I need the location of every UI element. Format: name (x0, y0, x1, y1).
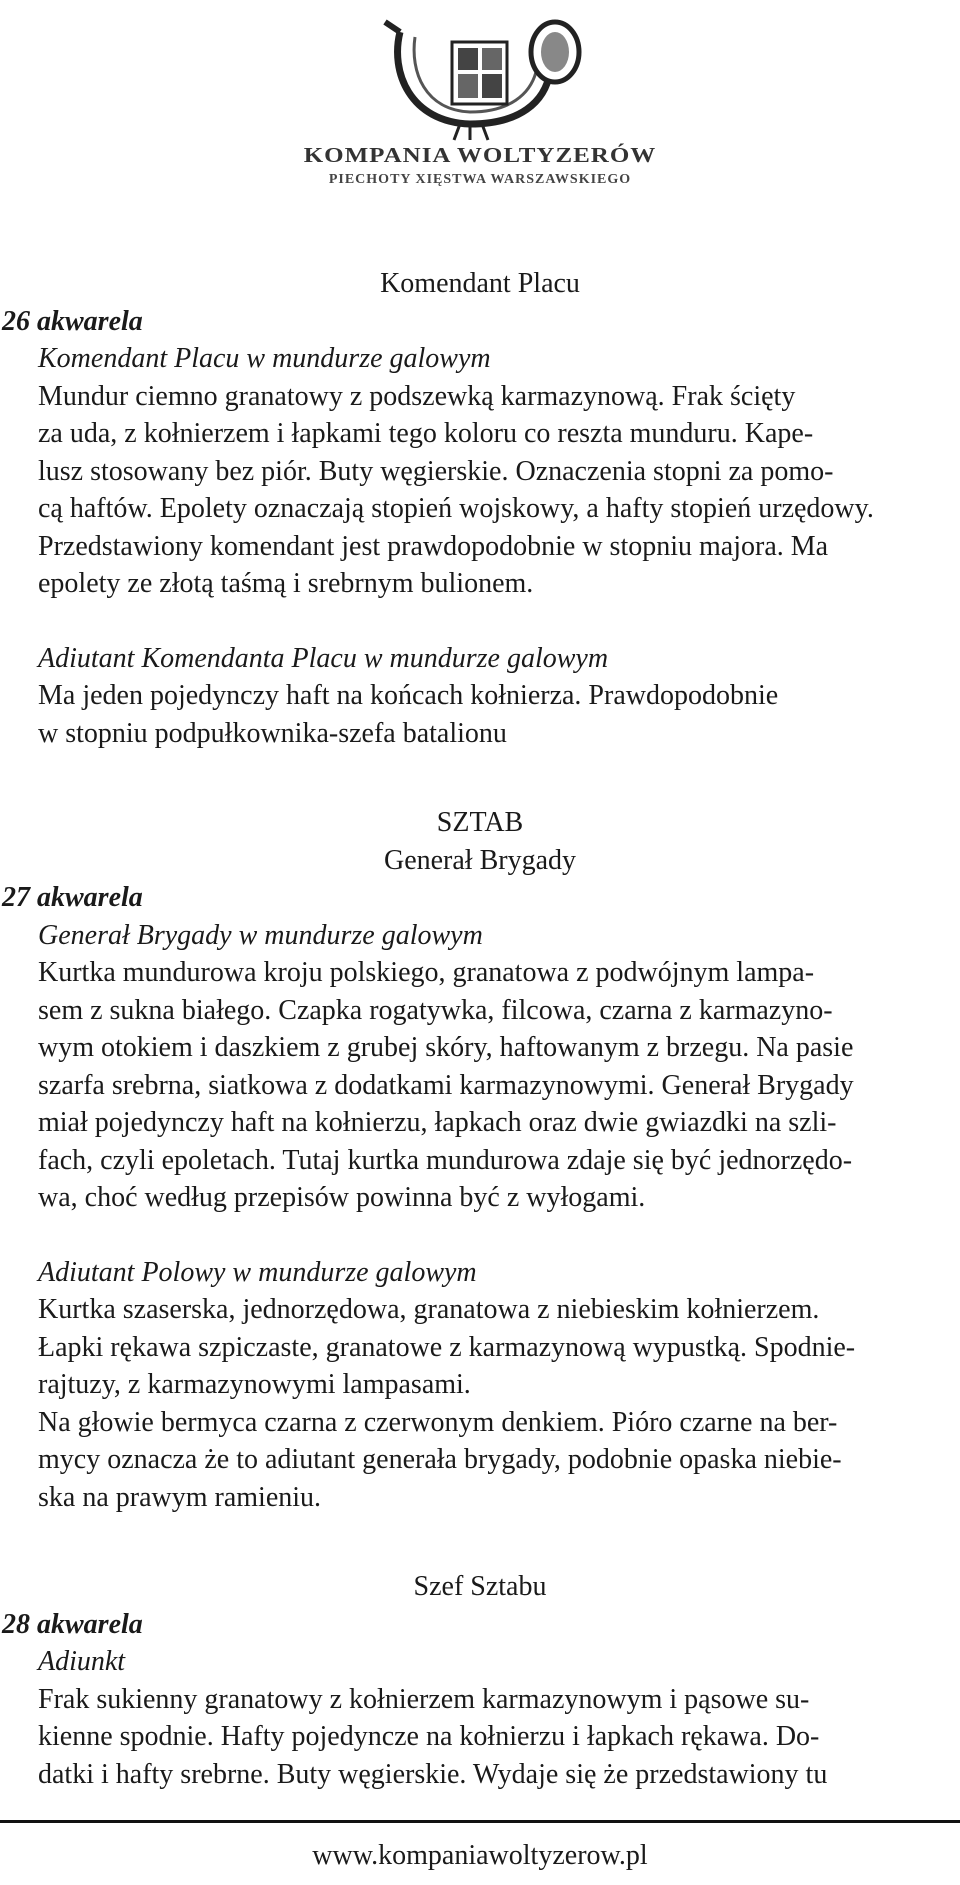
text-line: Na głowie bermyca czarna z czerwonym denkiem. Pióro czarne na ber- (38, 1406, 838, 1438)
section-heading: SZTAB (436, 807, 524, 838)
text-line: fach, czyli epoletach. Tutaj kurtka mundurowa zdaje się być jednorzędo- (38, 1144, 853, 1176)
text-line: epolety ze złotą taśmą i srebrnym bulionem. (38, 568, 534, 599)
text-line: Łapki rękawa szpiczaste, granatowe z karmazynową wypustką. Spodnie- (38, 1331, 856, 1363)
paragraph (0, 378, 960, 603)
text-line: wa, choć według przepisów powinna być z wyłogami. (38, 1182, 646, 1213)
text-line: wym otokiem i daszkiem z grubej skóry, haftowanym z brzegu. Na pasie (38, 1032, 854, 1063)
figure-title: Komendant Placu w mundurze galowym (38, 343, 491, 374)
plate-number: 26 akwarela (2, 305, 143, 337)
logo-title: KOMPANIA WOLTYZERÓW (303, 144, 657, 168)
text-line: datki i hafty srebrne. Buty węgierskie. Wydaje się że przedstawiony tu (38, 1758, 828, 1790)
text-line: rajtuzy, z karmazynowymi lampasami. (38, 1369, 471, 1400)
figure-title: Adiutant Polowy w mundurze galowym (38, 1256, 477, 1288)
text-line: ska na prawym ramieniu. (38, 1481, 322, 1513)
text-line: cą haftów. Epolety oznaczają stopień wojskowy, a hafty stopień urzędowy. (38, 493, 874, 524)
text-line: miał pojedynczy haft na kołnierzu, łapkach oraz dwie gwiazdki na szli- (38, 1107, 837, 1138)
text-line: szarfa srebrna, siatkowa z dodatkami karmazynowymi. Generał Brygady (38, 1069, 854, 1101)
text-line: Kurtka szaserska, jednorzędowa, granatowa z niebieskim kołnierzem. (38, 1294, 820, 1325)
paragraph (0, 1291, 960, 1516)
document-body (0, 265, 960, 1793)
section-heading: Szef Sztabu (413, 1571, 547, 1602)
paragraph (0, 1681, 960, 1794)
text-line: za uda, z kołnierzem i łapkami tego koloru co reszta munduru. Kape- (38, 418, 814, 449)
section-heading: Generał Brygady (383, 844, 577, 876)
footer-divider (0, 1820, 960, 1823)
text-line: Kurtka mundurowa kroju polskiego, granatowa z podwójnym lampa- (38, 957, 815, 988)
paragraph (0, 954, 960, 1217)
logo-subtitle: PIECHOTY XIĘSTWA WARSZAWSKIEGO (328, 172, 632, 187)
page-header (0, 0, 960, 200)
text-line: sem z sukna białego. Czapka rogatywka, filcowa, czarna z karmazyno- (38, 994, 833, 1026)
text-line: Frak sukienny granatowy z kołnierzem karmazynowym i pąsowe su- (38, 1683, 810, 1715)
figure-title: Adiunkt (38, 1646, 126, 1677)
section-heading: Komendant Placu (380, 268, 580, 299)
text-line: mycy oznacza że to adiutant generała brygady, podobnie opaska niebie- (38, 1444, 842, 1475)
text-line: lusz stosowany bez piór. Buty węgierskie. Oznaczenia stopni za pomo- (38, 455, 834, 487)
text-line: Mundur ciemno granatowy z podszewką karmazynową. Frak ścięty (38, 380, 796, 412)
text-line: Ma jeden pojedynczy haft na końcach kołnierza. Prawdopodobnie (38, 680, 779, 711)
text-line: w stopniu podpułkownika-szefa batalionu (38, 717, 507, 749)
text-line: kienne spodnie. Hafty pojedyncze na kołnierzu i łapkach rękawa. Do- (38, 1721, 820, 1752)
plate-number: 27 akwarela (2, 882, 143, 913)
footer-url[interactable]: www.kompaniawoltyzerow.pl (312, 1840, 648, 1871)
figure-title: Adiutant Komendanta Placu w mundurze galowym (38, 642, 609, 674)
plate-number: 28 akwarela (2, 1608, 143, 1640)
post-horn-emblem-icon (370, 12, 590, 142)
figure-title: Generał Brygady w mundurze galowym (38, 919, 483, 951)
paragraph (0, 677, 960, 752)
text-line: Przedstawiony komendant jest prawdopodobnie w stopniu majora. Ma (38, 530, 829, 562)
